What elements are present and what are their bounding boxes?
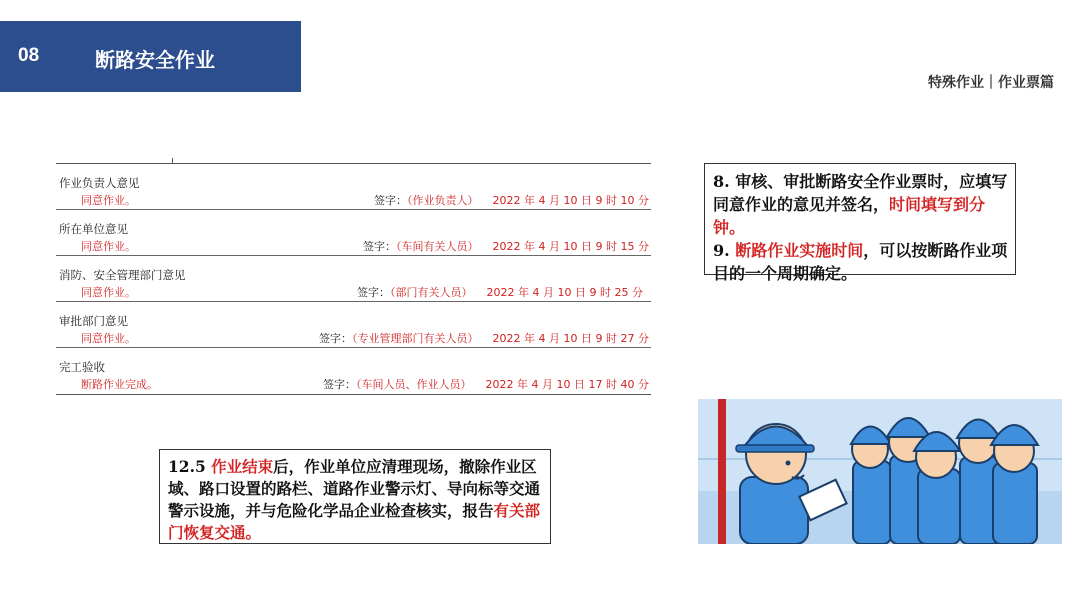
row-label: 审批部门意见: [59, 314, 128, 328]
row-label: 消防、安全管理部门意见: [59, 268, 186, 282]
note-highlight: 作业结束: [211, 457, 274, 476]
note-text: 9.: [713, 241, 736, 260]
row-label: 所在单位意见: [59, 222, 128, 236]
row-opinion: 同意作业。: [81, 286, 136, 299]
row-signature: [323, 376, 649, 392]
row-label: 完工验收: [59, 360, 105, 374]
sig-prefix: 签字：: [363, 240, 397, 253]
note-paragraph: [713, 239, 1015, 285]
note-text: 后，作业单位应清理现场，撤除作业区域、路口设置的路栏、道路作业警示灯、导向标等交通警示设施，并与危险化学品企业检查核实，报告: [168, 457, 541, 520]
sig-prefix: 签字：: [374, 194, 408, 207]
section-title: 断路安全作业: [95, 48, 215, 72]
row-signature: [319, 330, 649, 346]
table-row: [56, 302, 651, 348]
note-text: 8. 审核、审批断路安全作业票时，应填写同意作业的意见并签名，: [713, 172, 1008, 214]
row-opinion: 同意作业。: [81, 240, 136, 253]
worker-group: [851, 418, 1038, 544]
approval-table: [56, 163, 651, 395]
note-paragraph: [713, 170, 1015, 239]
red-pipe: [718, 399, 726, 544]
sig-signer: （专业管理部门有关人员）: [352, 332, 479, 345]
row-signature: [374, 192, 649, 208]
section-header: [0, 21, 301, 92]
row-opinion: 同意作业。: [81, 194, 136, 207]
note-highlight: 断路作业实施时间: [735, 241, 864, 260]
sig-signer: （部门有关人员）: [390, 286, 473, 299]
table-row: [56, 348, 651, 393]
sig-date: 2022 年 4 月 10 日 9 时 10 分: [492, 194, 649, 207]
row-opinion: 断路作业完成。: [81, 378, 158, 391]
workers-illustration: [698, 399, 1062, 544]
note-box-review: [704, 163, 1016, 283]
sig-date: 2022 年 4 月 10 日 9 时 15 分: [492, 240, 649, 253]
table-row: [56, 164, 651, 210]
note-box-completion: [159, 449, 551, 544]
sig-date: 2022 年 4 月 10 日 9 时 27 分: [492, 332, 649, 345]
row-signature: [357, 284, 643, 300]
note-text: 12.5: [168, 457, 212, 476]
row-signature: [363, 238, 649, 254]
table-row: [56, 210, 651, 256]
table-row: [56, 256, 651, 302]
note-highlight: 时间填写到分钟。: [713, 195, 986, 237]
sig-date: 2022 年 4 月 10 日 9 时 25 分: [486, 286, 643, 299]
workers-illustration-svg: [698, 399, 1062, 544]
sig-signer: （作业负责人）: [407, 194, 479, 207]
sig-prefix: 签字：: [319, 332, 353, 345]
section-number: 08: [18, 45, 40, 66]
sig-prefix: 签字：: [357, 286, 391, 299]
note-highlight: 有关部门恢复交通。: [168, 501, 541, 542]
page-subtitle: 特殊作业｜作业票篇: [928, 75, 1054, 91]
sig-date: 2022 年 4 月 10 日 17 时 40 分: [485, 378, 649, 391]
row-label: 作业负责人意见: [59, 176, 140, 190]
row-opinion: 同意作业。: [81, 332, 136, 345]
sig-prefix: 签字：: [323, 378, 357, 391]
note-text: ，可以按断路作业项目的一个周期确定。: [713, 241, 1008, 283]
sig-signer: （车间有关人员）: [396, 240, 479, 253]
sig-signer: （车间人员、作业人员）: [356, 378, 472, 391]
